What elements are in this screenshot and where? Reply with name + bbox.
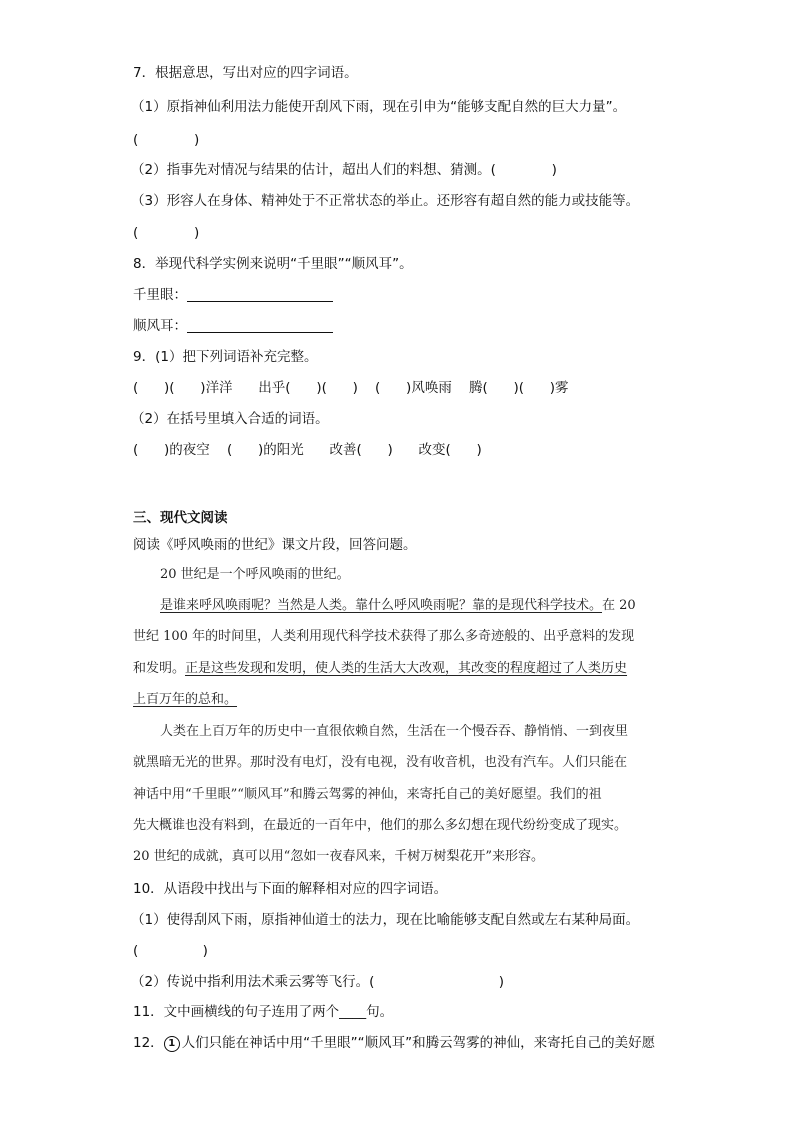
q12-line [133, 1034, 655, 1052]
q8-line-1 [133, 286, 333, 304]
passage-p3-line-5: 20 世纪的成就，真可以用“忽如一夜春风来，千树万树梨花开”来形容。 [133, 849, 544, 864]
q8-answer-line-2 [187, 318, 333, 333]
underlined-sentence-1: 是谁来呼风唤雨呢？当然是人类。靠什么呼风唤雨呢？靠的是现代科学技术。 [160, 598, 603, 613]
q9-fill-line-1: ( )( )洋洋 出乎( )( ) ( )风唤雨 腾( )( )雾 [133, 380, 569, 396]
circled-number-icon: 1 [164, 1036, 180, 1052]
q11-title: 11．文中画横线的句子连用了两个____句。 [133, 1004, 394, 1020]
q8-label-qianliyan: 千里眼： [133, 287, 187, 303]
q7-answer-blank-3: ( ) [133, 225, 200, 241]
q9-title: 9．(1）把下列词语补充完整。 [133, 349, 318, 365]
underlined-sentence-2-end: 上百万年的总和。 [133, 692, 238, 707]
q9-fill-line-2: ( )的夜空 ( )的阳光 改善( ) 改变( ) [133, 442, 482, 458]
q12-number: 12． [133, 1035, 164, 1051]
q10-item-1: （1）使得刮风下雨，原指神仙道士的法力，现在比喻能够支配自然或左右某种局面。 [131, 912, 640, 928]
q8-answer-line-1 [187, 287, 333, 302]
reading-intro: 阅读《呼风唤雨的世纪》课文片段，回答问题。 [133, 537, 417, 553]
passage-p2-line-3: 和发明。正是这些发现和发明，使人类的生活大大改观，其改变的程度超过了人类历史 [133, 661, 628, 676]
q12-text: 人们只能在神话中用“千里眼”“顺风耳”和腾云驾雾的神仙，来寄托自己的美好愿 [181, 1035, 656, 1051]
passage-p2-line-1: 是谁来呼风唤雨呢？当然是人类。靠什么呼风唤雨呢？靠的是现代科学技术。在 20 [160, 598, 636, 613]
q10-answer-blank-1: ( ) [133, 943, 208, 959]
passage-p2-line-2: 世纪 100 年的时间里，人类利用现代科学技术获得了那么多奇迹般的、出乎意料的发现 [133, 629, 635, 644]
underlined-sentence-2: 正是这些发现和发明，使人类的生活大大改观，其改变的程度超过了人类历史 [185, 661, 628, 676]
passage-p3-line-1: 人类在上百万年的历史中一直很依赖自然，生活在一个慢吞吞、静悄悄、一到夜里 [160, 724, 629, 739]
q7-item-3: （3）形容人在身体、精神处于不正常状态的举止。还形容有超自然的能力或技能等。 [131, 193, 640, 209]
q9-sub-2: （2）在括号里填入合适的词语。 [131, 411, 329, 427]
passage-p3-line-3: 神话中用“千里眼”“顺风耳”和腾云驾雾的神仙，来寄托自己的美好愿望。我们的祖 [133, 787, 602, 802]
passage-p3-line-2: 就黑暗无光的世界。那时没有电灯，没有电视，没有收音机，也没有汽车。人们只能在 [133, 755, 628, 770]
q10-item-2: （2）传说中指利用法术乘云雾等飞行。( ) [131, 974, 505, 990]
q8-title: 8．举现代科学实例来说明“千里眼”“顺风耳”。 [133, 256, 413, 272]
q7-item-2: （2）指事先对情况与结果的估计，超出人们的料想、猜测。( ) [131, 162, 557, 178]
passage-p1: 20 世纪是一个呼风唤雨的世纪。 [160, 567, 350, 582]
q7-answer-blank-1: ( ) [133, 132, 200, 148]
section-3-heading: 三、现代文阅读 [133, 510, 228, 526]
passage-p3-line-4: 先大概谁也没有料到，在最近的一百年中，他们的那么多幻想在现代纷纷变成了现实。 [133, 818, 628, 833]
q8-label-shunfenger: 顺风耳： [133, 318, 187, 334]
passage-p2-line-4 [133, 691, 237, 709]
q7-title: 7．根据意思，写出对应的四字词语。 [133, 65, 358, 81]
q8-line-2 [133, 317, 333, 335]
q7-item-1: （1）原指神仙利用法力能使开刮风下雨，现在引申为“能够支配自然的巨大力量”。 [131, 99, 627, 115]
q10-title: 10．从语段中找出与下面的解释相对应的四字词语。 [133, 881, 448, 897]
